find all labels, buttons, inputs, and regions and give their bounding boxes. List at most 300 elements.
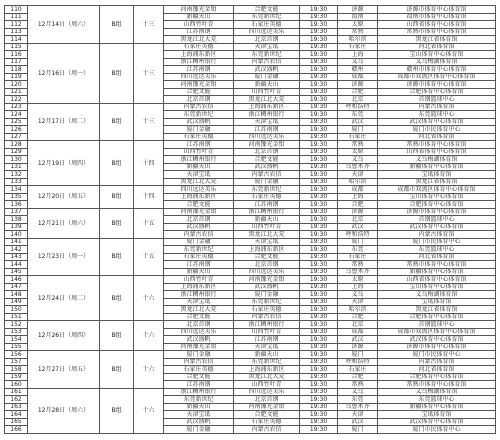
host-city: 乌鲁木齐	[338, 269, 378, 277]
game-number: 146	[5, 276, 28, 284]
away-team: 武汉盛帆	[234, 164, 300, 172]
group-label: B组	[100, 321, 134, 351]
away-team: 四川远达美乐	[234, 29, 300, 37]
game-number: 142	[5, 246, 28, 254]
home-team: 新疆天山	[164, 164, 234, 172]
home-team: 厦门金融	[164, 239, 234, 247]
game-number: 134	[5, 186, 28, 194]
venue-name: 内蒙古体育馆	[378, 359, 496, 367]
host-city: 厦门	[338, 126, 378, 134]
away-team: 山西竹叶青	[234, 89, 300, 97]
game-number: 162	[5, 396, 28, 404]
venue-name: 武汉体育中心体育馆	[378, 224, 496, 232]
home-team: 山西竹叶青	[164, 149, 234, 157]
venue-name: 武汉体育中心体育馆	[378, 419, 496, 427]
away-team: 新疆天山	[234, 81, 300, 89]
venue-name: 河北省体育馆	[378, 134, 496, 142]
game-number: 135	[5, 194, 28, 202]
group-label: B组	[100, 141, 134, 186]
day-block	[5, 321, 496, 351]
away-team: 厦门金融	[234, 74, 300, 82]
game-number: 130	[5, 156, 28, 164]
match-date: 12月19日（周四）	[28, 141, 100, 186]
venue-name: 厦门市民体育中心	[378, 351, 496, 359]
host-city: 东莞	[338, 396, 378, 404]
game-time: 19:30	[300, 6, 338, 14]
host-city: 天津	[338, 171, 378, 179]
game-number: 137	[5, 209, 28, 217]
home-team: 上海浦东新区	[164, 284, 234, 292]
game-number: 131	[5, 164, 28, 172]
host-city: 武汉	[338, 336, 378, 344]
host-city: 北京	[338, 216, 378, 224]
home-team: 石家庄英德	[164, 44, 234, 52]
game-time: 19:30	[300, 284, 338, 292]
host-city: 上海	[338, 194, 378, 202]
game-number: 159	[5, 374, 28, 382]
game-number: 141	[5, 239, 28, 247]
host-city: 乌鲁木齐	[338, 404, 378, 412]
round-label: 十四	[134, 186, 164, 209]
host-city: 上海	[338, 51, 378, 59]
round-label: 十三	[134, 6, 164, 44]
game-number: 126	[5, 126, 28, 134]
game-time: 19:30	[300, 276, 338, 284]
host-city: 太原	[338, 149, 378, 157]
venue-name: 首钢篮球中心	[378, 216, 496, 224]
home-team: 浙江稠州银行	[164, 59, 234, 67]
venue-name: 合肥体育中心体育馆	[378, 201, 496, 209]
game-number: 133	[5, 179, 28, 187]
away-team: 新疆天山	[234, 216, 300, 224]
game-time: 19:30	[300, 164, 338, 172]
game-number: 122	[5, 96, 28, 104]
home-team: 合肥文能	[164, 201, 234, 209]
host-city: 武汉	[338, 224, 378, 232]
venue-name: 合肥体育中心体育馆	[378, 374, 496, 382]
host-city: 太原	[338, 21, 378, 29]
game-number: 145	[5, 269, 28, 277]
home-team: 上海浦东新区	[164, 51, 234, 59]
venue-name: 义乌梅湖体育馆	[378, 291, 496, 299]
game-number: 123	[5, 104, 28, 112]
home-team: 天津宝坻	[164, 411, 234, 419]
away-team: 天津宝坻	[234, 44, 300, 52]
game-time: 19:30	[300, 231, 338, 239]
game-time: 19:30	[300, 119, 338, 127]
game-time: 19:30	[300, 389, 338, 397]
away-team: 内蒙古农信	[234, 314, 300, 322]
host-city: 济源	[338, 6, 378, 14]
round-label: 十六	[134, 276, 164, 321]
away-team: 黑龙江北大荒	[234, 231, 300, 239]
away-team: 武汉盛帆	[234, 66, 300, 74]
home-team: 石家庄英德	[164, 366, 234, 374]
day-block	[5, 141, 496, 186]
venue-name: 山西省体育中心体育馆	[378, 21, 496, 29]
day-block	[5, 276, 496, 321]
away-team: 浙江稠州银行	[234, 209, 300, 217]
game-number: 165	[5, 419, 28, 427]
venue-name: 义乌梅湖体育馆	[378, 156, 496, 164]
host-city: 厦门	[338, 426, 378, 434]
game-time: 19:30	[300, 254, 338, 262]
game-number: 139	[5, 224, 28, 232]
match-date: 12月14日（周六）	[28, 6, 100, 44]
away-team: 内蒙古农信	[234, 426, 300, 434]
schedule-table	[4, 5, 496, 434]
game-time: 19:30	[300, 359, 338, 367]
game-number: 147	[5, 284, 28, 292]
game-time: 19:30	[300, 111, 338, 119]
away-team: 合肥文能	[234, 156, 300, 164]
home-team: 黑龙江北大荒	[164, 179, 234, 187]
game-time: 19:30	[300, 51, 338, 59]
away-team: 东莞新世纪	[234, 51, 300, 59]
host-city: 合肥	[338, 314, 378, 322]
game-number: 114	[5, 36, 28, 44]
venue-name: 河北省体育馆	[378, 366, 496, 374]
home-team: 天津宝坻	[164, 171, 234, 179]
host-city: 义乌	[338, 156, 378, 164]
host-city: 哈尔滨	[338, 36, 378, 44]
game-number: 127	[5, 134, 28, 142]
host-city: 天津	[338, 411, 378, 419]
game-time: 19:30	[300, 381, 338, 389]
venue-name: 渭南市体育中心体育馆	[378, 14, 496, 22]
game-time: 19:30	[300, 329, 338, 337]
away-team: 石家庄英德	[234, 21, 300, 29]
away-team: 石家庄英德	[234, 306, 300, 314]
game-number: 150	[5, 306, 28, 314]
home-team: 江苏南钢	[164, 29, 234, 37]
game-time: 19:30	[300, 126, 338, 134]
game-number: 140	[5, 231, 28, 239]
game-number: 110	[5, 6, 28, 14]
away-team: 厦门金融	[234, 179, 300, 187]
venue-name: 黑龙江省体育馆	[378, 306, 496, 314]
game-time: 19:30	[300, 14, 338, 22]
venue-name: 厦门市民体育中心	[378, 239, 496, 247]
away-team: 河南豫光金钼	[234, 404, 300, 412]
away-team: 厦门金融	[234, 291, 300, 299]
game-number: 160	[5, 381, 28, 389]
game-time: 19:30	[300, 104, 338, 112]
host-city: 厦门	[338, 239, 378, 247]
game-time: 19:30	[300, 171, 338, 179]
game-number: 136	[5, 201, 28, 209]
away-team: 合肥文能	[234, 6, 300, 14]
game-number: 149	[5, 299, 28, 307]
day-block	[5, 389, 496, 434]
away-team: 天津宝坻	[234, 119, 300, 127]
host-city: 呼和浩特	[338, 231, 378, 239]
home-team: 东莞新世纪	[164, 111, 234, 119]
venue-name: 东莞篮球中心	[378, 246, 496, 254]
group-label: B组	[100, 209, 134, 239]
game-number: 156	[5, 351, 28, 359]
game-time: 19:30	[300, 426, 338, 434]
game-time: 19:30	[300, 216, 338, 224]
host-city: 天津	[338, 299, 378, 307]
host-city: 东莞	[338, 111, 378, 119]
home-team: 新疆天山	[164, 269, 234, 277]
venue-name: 成都市双流区体育中心体育馆	[378, 186, 496, 194]
day-block	[5, 351, 496, 389]
away-team: 北京首钢	[234, 396, 300, 404]
host-city: 成都	[338, 329, 378, 337]
home-team: 内蒙古农信	[164, 231, 234, 239]
away-team: 上海浦东新区	[234, 104, 300, 112]
game-number: 166	[5, 426, 28, 434]
game-time: 19:30	[300, 291, 338, 299]
home-team: 厦门金融	[164, 351, 234, 359]
home-team: 新疆天山	[164, 404, 234, 412]
group-label: B组	[100, 44, 134, 104]
home-team: 北京首钢	[164, 321, 234, 329]
host-city: 赣州	[338, 66, 378, 74]
venue-name: 义乌梅湖体育馆	[378, 389, 496, 397]
host-city: 济源	[338, 209, 378, 217]
round-label: 十三	[134, 104, 164, 142]
away-team: 内蒙古农信	[234, 59, 300, 67]
group-label: B组	[100, 276, 134, 321]
home-team: 江苏南钢	[164, 381, 234, 389]
game-time: 19:30	[300, 269, 338, 277]
venue-name: 宝山体育中心体育馆	[378, 194, 496, 202]
day-block	[5, 186, 496, 209]
venue-name: 济源市体育中心体育馆	[378, 81, 496, 89]
home-team: 武汉盛帆	[164, 119, 234, 127]
home-team: 内蒙古农信	[164, 359, 234, 367]
group-label: B组	[100, 104, 134, 142]
away-team: 内蒙古农信	[234, 171, 300, 179]
home-team: 北京首钢	[164, 216, 234, 224]
away-team: 江苏南钢	[234, 201, 300, 209]
home-team: 河南豫光金钼	[164, 81, 234, 89]
host-city: 合肥	[338, 89, 378, 97]
host-city: 常熟	[338, 29, 378, 37]
game-time: 19:30	[300, 156, 338, 164]
game-number: 163	[5, 404, 28, 412]
game-time: 19:30	[300, 366, 338, 374]
away-team: 黑龙江北大荒	[234, 96, 300, 104]
game-time: 19:30	[300, 29, 338, 37]
match-date: 12月20日（周五）	[28, 186, 100, 209]
venue-name: 常熟市体育中心体育馆	[378, 381, 496, 389]
venue-name: 河北省体育馆	[378, 254, 496, 262]
home-team: 山西竹叶青	[164, 276, 234, 284]
venue-name: 成都市双流区体育中心体育馆	[378, 74, 496, 82]
round-label: 十六	[134, 351, 164, 389]
game-number: 117	[5, 59, 28, 67]
host-city: 常熟	[338, 261, 378, 269]
host-city: 成都	[338, 74, 378, 82]
game-time: 19:30	[300, 89, 338, 97]
host-city: 太原	[338, 276, 378, 284]
host-city: 武汉	[338, 119, 378, 127]
home-team: 山西竹叶青	[164, 21, 234, 29]
venue-name: 宝山体育中心体育馆	[378, 51, 496, 59]
game-number: 129	[5, 149, 28, 157]
game-time: 19:30	[300, 149, 338, 157]
away-team: 四川远达美乐	[234, 389, 300, 397]
venue-name: 内蒙古体育馆	[378, 104, 496, 112]
away-team: 河南豫光金钼	[234, 141, 300, 149]
day-block	[5, 6, 496, 44]
away-team: 浙江稠州银行	[234, 321, 300, 329]
home-team: 江苏南钢	[164, 261, 234, 269]
away-team: 上海浦东新区	[234, 366, 300, 374]
venue-name: 济源市体育中心体育馆	[378, 344, 496, 352]
game-time: 19:30	[300, 321, 338, 329]
home-team: 武汉盛帆	[164, 224, 234, 232]
round-label: 十六	[134, 321, 164, 351]
away-team: 江苏南钢	[234, 126, 300, 134]
game-time: 19:30	[300, 21, 338, 29]
day-block	[5, 209, 496, 239]
match-date: 12月16日（周一）	[28, 44, 100, 104]
game-time: 19:30	[300, 411, 338, 419]
host-city: 上海	[338, 284, 378, 292]
game-time: 19:30	[300, 209, 338, 217]
host-city: 呼和浩特	[338, 359, 378, 367]
venue-name: 宝坻体育馆	[378, 299, 496, 307]
home-team: 武汉盛帆	[164, 419, 234, 427]
host-city: 东莞	[338, 246, 378, 254]
game-time: 19:30	[300, 201, 338, 209]
venue-name: 义乌梅湖体育馆	[378, 59, 496, 67]
home-team: 石家庄英德	[164, 254, 234, 262]
game-number: 143	[5, 254, 28, 262]
game-time: 19:30	[300, 96, 338, 104]
home-team: 河南豫光金钼	[164, 6, 234, 14]
venue-name: 常熟市体育中心体育馆	[378, 141, 496, 149]
game-time: 19:30	[300, 261, 338, 269]
venue-name: 宝坻体育馆	[378, 411, 496, 419]
home-team: 天津宝坻	[164, 299, 234, 307]
home-team: 上海浦东新区	[164, 194, 234, 202]
game-time: 19:30	[300, 344, 338, 352]
host-city: 呼和浩特	[338, 104, 378, 112]
game-time: 19:30	[300, 194, 338, 202]
host-city: 渭南	[338, 14, 378, 22]
away-team: 江苏南钢	[234, 336, 300, 344]
home-team: 浙江稠州银行	[164, 156, 234, 164]
host-city: 济源	[338, 81, 378, 89]
home-team: 黑龙江北大荒	[164, 36, 234, 44]
host-city: 石家庄	[338, 134, 378, 142]
venue-name: 济源市体育中心体育馆	[378, 209, 496, 217]
game-time: 19:30	[300, 299, 338, 307]
away-team: 上海浦东新区	[234, 246, 300, 254]
home-team: 武汉盛帆	[164, 336, 234, 344]
game-time: 19:30	[300, 186, 338, 194]
venue-name: 东莞篮球中心	[378, 396, 496, 404]
game-time: 19:30	[300, 36, 338, 44]
game-number: 144	[5, 261, 28, 269]
away-team: 北京首钢	[234, 36, 300, 44]
match-date: 12月26日（周四）	[28, 321, 100, 351]
host-city: 北京	[338, 321, 378, 329]
away-team: 新疆天山	[234, 351, 300, 359]
venue-name: 新疆体育中心体育馆	[378, 269, 496, 277]
home-team: 河南豫光金钼	[164, 344, 234, 352]
match-date: 12月28日（周六）	[28, 389, 100, 434]
away-team: 天津宝坻	[234, 239, 300, 247]
day-block	[5, 44, 496, 104]
game-time: 19:30	[300, 59, 338, 67]
host-city: 义乌	[338, 59, 378, 67]
match-date: 12月27日（周五）	[28, 351, 100, 389]
venue-name: 河北省体育馆	[378, 44, 496, 52]
venue-name: 东莞篮球中心	[378, 111, 496, 119]
away-team: 北京首钢	[234, 261, 300, 269]
game-number: 121	[5, 89, 28, 97]
home-team: 合肥文能	[164, 89, 234, 97]
host-city: 哈尔滨	[338, 179, 378, 187]
game-number: 164	[5, 411, 28, 419]
away-team: 北京首钢	[234, 149, 300, 157]
game-number: 124	[5, 111, 28, 119]
away-team: 四川远达美乐	[234, 134, 300, 142]
away-team: 石家庄英德	[234, 194, 300, 202]
host-city: 常熟	[338, 141, 378, 149]
group-label: B组	[100, 351, 134, 389]
home-team: 合肥文能	[164, 314, 234, 322]
game-time: 19:30	[300, 66, 338, 74]
host-city: 合肥	[338, 201, 378, 209]
venue-name: 新疆体育中心体育馆	[378, 404, 496, 412]
day-block	[5, 104, 496, 142]
home-team: 浙江稠州银行	[164, 291, 234, 299]
game-number: 151	[5, 314, 28, 322]
game-time: 19:30	[300, 224, 338, 232]
host-city: 石家庄	[338, 44, 378, 52]
game-time: 19:30	[300, 419, 338, 427]
host-city: 义乌	[338, 389, 378, 397]
game-time: 19:30	[300, 246, 338, 254]
group-label: B组	[100, 186, 134, 209]
game-number: 116	[5, 51, 28, 59]
away-team: 四川远达美乐	[234, 269, 300, 277]
away-team: 武汉盛帆	[234, 284, 300, 292]
host-city: 义乌	[338, 291, 378, 299]
venue-name: 成都市双流区体育中心体育馆	[378, 329, 496, 337]
match-date: 12月17日（周二）	[28, 104, 100, 142]
home-team: 合肥文能	[164, 374, 234, 382]
venue-name: 常熟市体育中心体育馆	[378, 261, 496, 269]
home-team: 江苏南钢	[164, 141, 234, 149]
venue-name: 厦门市民体育中心	[378, 426, 496, 434]
host-city: 石家庄	[338, 254, 378, 262]
game-time: 19:30	[300, 336, 338, 344]
game-number: 158	[5, 366, 28, 374]
venue-name: 山西省体育中心体育馆	[378, 149, 496, 157]
match-date: 12月23日（周一）	[28, 239, 100, 277]
host-city: 石家庄	[338, 366, 378, 374]
home-team: 江苏南钢	[164, 66, 234, 74]
round-label: 十五	[134, 209, 164, 239]
game-number: 155	[5, 344, 28, 352]
home-team: 东莞新世纪	[164, 396, 234, 404]
home-team: 厦门金融	[164, 126, 234, 134]
home-team: 四川远达美乐	[164, 329, 234, 337]
game-number: 118	[5, 66, 28, 74]
venue-name: 黑龙江省体育馆	[378, 179, 496, 187]
away-team: 东莞新世纪	[234, 359, 300, 367]
host-city: 厦门	[338, 351, 378, 359]
